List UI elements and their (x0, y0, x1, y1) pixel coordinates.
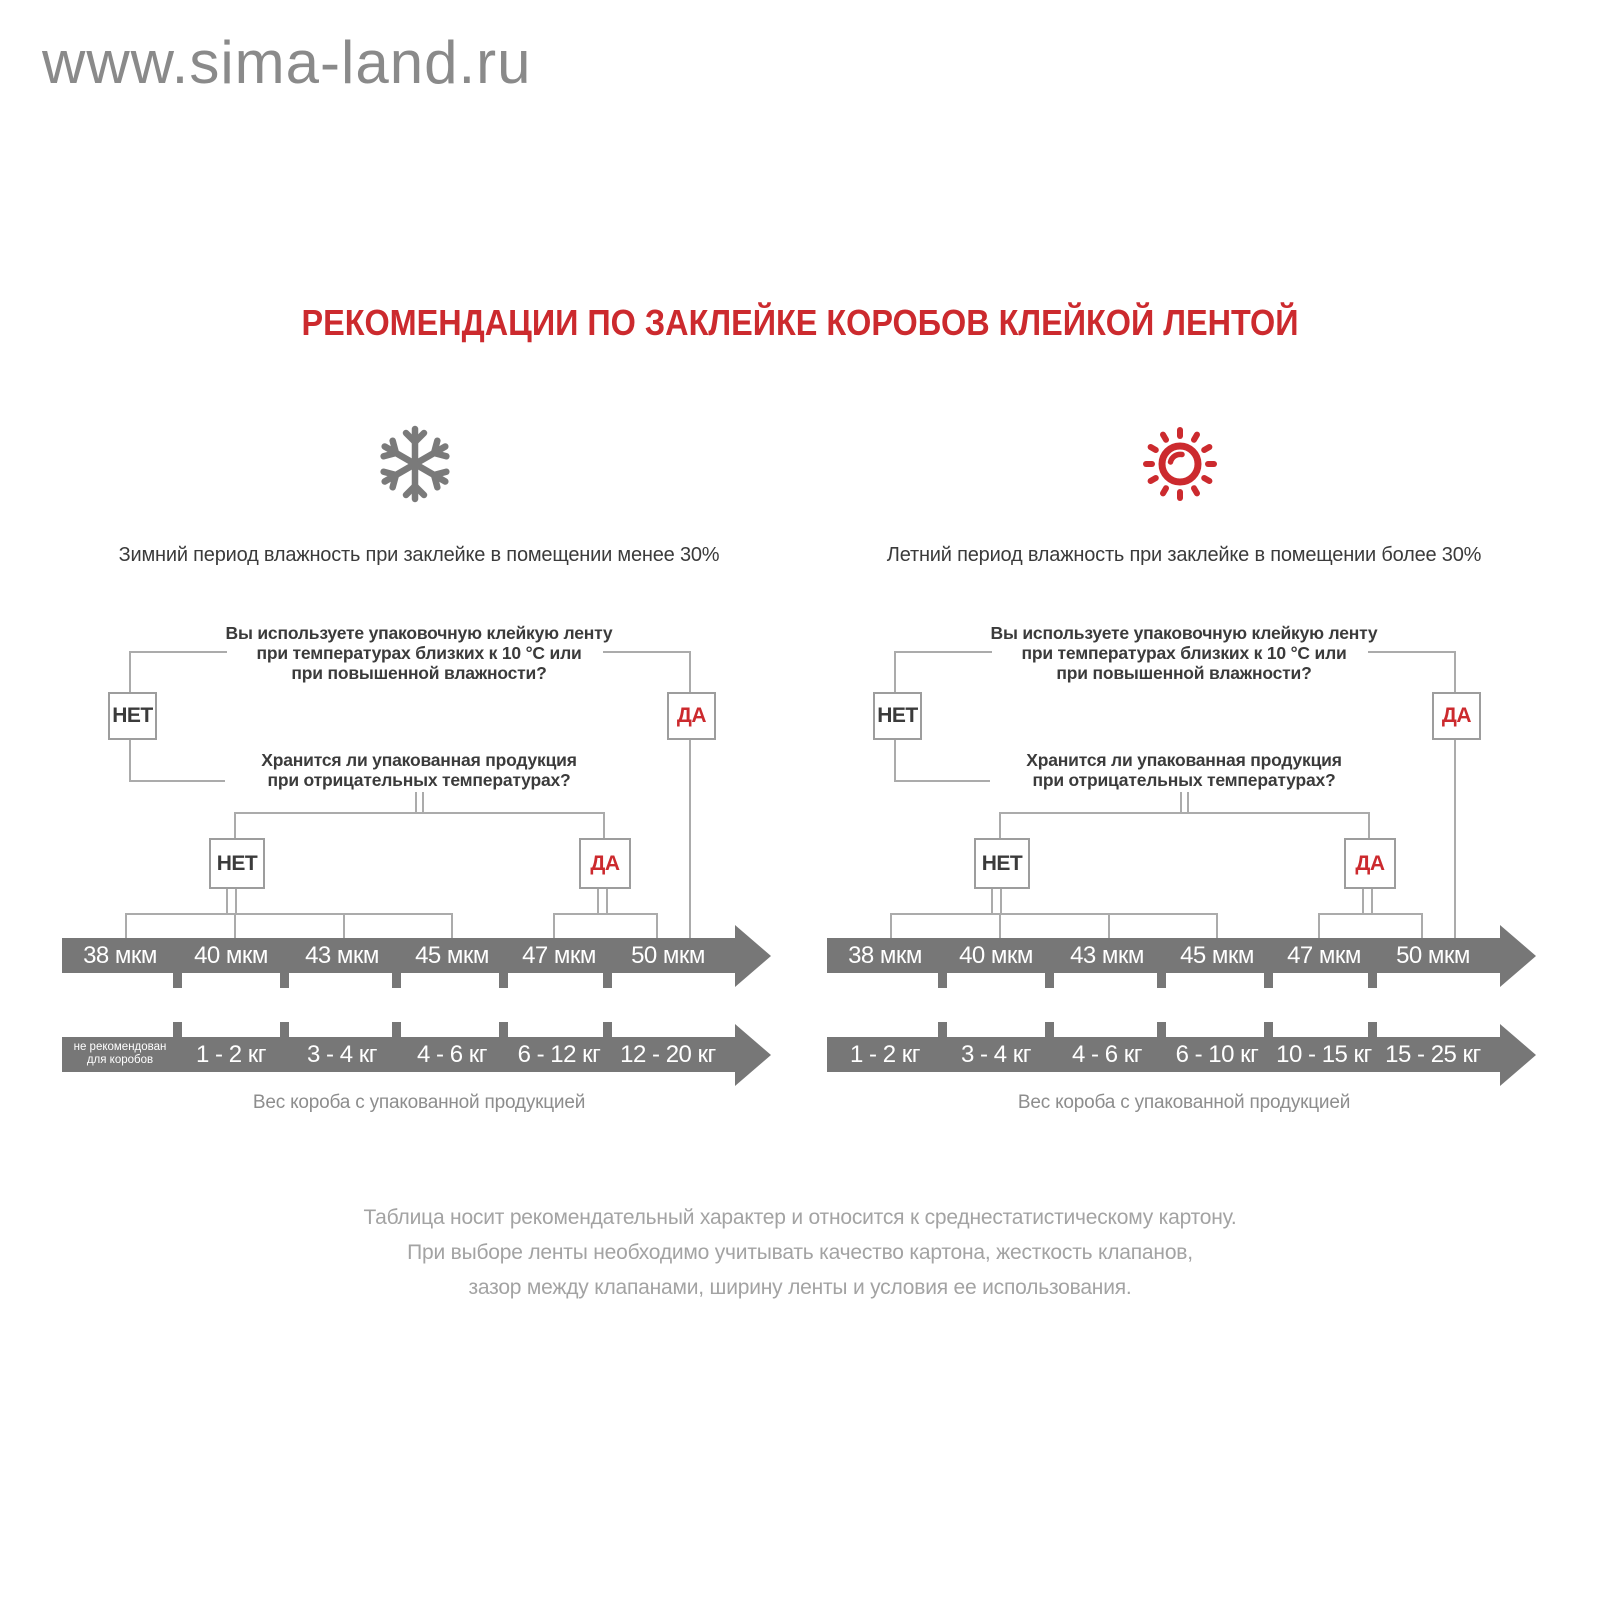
thickness-label: 38 мкм (83, 942, 157, 969)
scale-tick (173, 973, 182, 988)
no-bracket-line (890, 913, 1218, 915)
thickness-label: 45 мкм (415, 942, 489, 969)
scale-tick (280, 973, 289, 988)
question-2-line1: Хранится ли упакованная продукция (1026, 750, 1342, 770)
weight-label: 3 - 4 кг (961, 1041, 1031, 1068)
connector-line (234, 913, 236, 938)
question-2 (62, 750, 776, 790)
connector-line (689, 651, 691, 692)
scale-tick (938, 973, 947, 988)
weight-label: 6 - 10 кг (1175, 1041, 1259, 1068)
scale-tick (392, 973, 401, 988)
footer-line3: зазор между клапанами, ширину ленты и условия ее использования. (468, 1276, 1132, 1299)
scale-tick (1368, 1022, 1377, 1037)
question-1 (62, 623, 776, 683)
connector-line (1368, 651, 1456, 653)
summer-subtitle: Летний период влажность при заклейке в помещении более 30% (886, 544, 1482, 566)
weight-caption: Вес короба с упакованной продукцией (1017, 1092, 1351, 1113)
connector-double-line (597, 885, 608, 913)
scale-tick (499, 973, 508, 988)
connector-double-line (991, 885, 1002, 913)
connector-line (553, 913, 555, 938)
connector-line (129, 651, 131, 692)
question-2-line2: при отрицательных температурах? (267, 770, 571, 790)
connector-line (656, 913, 658, 938)
no-bracket-line (125, 913, 453, 915)
question-1 (827, 623, 1541, 683)
scale-tick (938, 1022, 947, 1037)
connector-line (451, 913, 453, 938)
connector-line (1421, 913, 1423, 938)
weight-note-line2: для коробов (86, 1054, 154, 1066)
thickness-arrow-head (735, 925, 771, 987)
question-2-line1: Хранится ли упакованная продукция (261, 750, 577, 770)
weight-arrow-head (735, 1024, 771, 1086)
connector-line (125, 913, 127, 938)
weight-label: 1 - 2 кг (196, 1041, 266, 1068)
thickness-label: 43 мкм (305, 942, 379, 969)
page-title: РЕКОМЕНДАЦИИ ПО ЗАКЛЕЙКЕ КОРОБОВ КЛЕЙКОЙ ЛЕНТОЙ (301, 302, 1299, 343)
scale-tick (173, 1022, 182, 1037)
thickness-label: 47 мкм (1287, 942, 1361, 969)
snowflake-icon (373, 422, 457, 506)
weight-arrow-head (1500, 1024, 1536, 1086)
yes-bracket-line (553, 913, 658, 915)
thickness-label: 40 мкм (959, 942, 1033, 969)
question-2-line2: при отрицательных температурах? (1032, 770, 1336, 790)
weight-caption: Вес короба с упакованной продукцией (252, 1092, 586, 1113)
scale-tick (1368, 973, 1377, 988)
weight-note-line1: не рекомендован (73, 1041, 167, 1053)
connector-line (894, 651, 896, 692)
scale-tick (499, 1022, 508, 1037)
weight-label: 12 - 20 кг (620, 1041, 716, 1068)
winter-subtitle: Зимний период влажность при заклейке в помещении менее 30% (118, 544, 720, 566)
weight-label: 6 - 12 кг (517, 1041, 601, 1068)
weight-label: 1 - 2 кг (850, 1041, 920, 1068)
no-box-1: НЕТ (108, 692, 157, 740)
footer-disclaimer (0, 1200, 1600, 1305)
question-1-line1: Вы используете упаковочную клейкую ленту (225, 623, 613, 643)
connector-line (603, 812, 605, 838)
scale-tick (1264, 1022, 1273, 1037)
no-box-2: НЕТ (974, 838, 1030, 889)
footer-line1: Таблица носит рекомендательный характер и относится к среднестатистическому картону. (363, 1206, 1237, 1229)
thickness-label: 47 мкм (522, 942, 596, 969)
thickness-arrow-head (1500, 925, 1536, 987)
connector-line (999, 913, 1001, 938)
connector-line (890, 913, 892, 938)
connector-line (343, 913, 345, 938)
yes-box-2: ДА (1344, 838, 1396, 889)
watermark-url: www.sima-land.ru (42, 29, 532, 96)
question-1-line2: при температурах близких к 10 °С или (1021, 643, 1347, 663)
connector-double-line (226, 885, 237, 913)
yes-box-1: ДА (667, 692, 716, 740)
scale-tick (1045, 1022, 1054, 1037)
scale-tick (392, 1022, 401, 1037)
scale-tick (1045, 973, 1054, 988)
yes-box-2: ДА (579, 838, 631, 889)
scale-tick (280, 1022, 289, 1037)
connector-double-line (415, 792, 424, 812)
scale-tick (603, 973, 612, 988)
connector-line (1216, 913, 1218, 938)
yes-bracket-line (1318, 913, 1423, 915)
thickness-label: 50 мкм (1396, 942, 1470, 969)
connector-line (603, 651, 691, 653)
scale-tick (1264, 973, 1273, 988)
question-2 (827, 750, 1541, 790)
no-box-2: НЕТ (209, 838, 265, 889)
yes-box-1: ДА (1432, 692, 1481, 740)
connector-line (1108, 913, 1110, 938)
connector-line (1368, 812, 1370, 838)
weight-label: 3 - 4 кг (307, 1041, 377, 1068)
connector-line (999, 812, 1001, 838)
weight-note (65, 1041, 175, 1067)
scale-tick (603, 1022, 612, 1037)
connector-line (894, 651, 992, 653)
question-1-line3: при повышенной влажности? (291, 663, 547, 683)
no-box-1: НЕТ (873, 692, 922, 740)
summer-chart (827, 400, 1541, 1130)
weight-label: 15 - 25 кг (1385, 1041, 1481, 1068)
connector-double-line (1180, 792, 1189, 812)
thickness-label: 43 мкм (1070, 942, 1144, 969)
question-1-line2: при температурах близких к 10 °С или (256, 643, 582, 663)
scale-tick (1157, 1022, 1166, 1037)
branch-line (999, 812, 1370, 814)
scale-tick (1157, 973, 1166, 988)
weight-label: 4 - 6 кг (417, 1041, 487, 1068)
question-1-line3: при повышенной влажности? (1056, 663, 1312, 683)
connector-double-line (1362, 885, 1373, 913)
footer-line2: При выборе ленты необходимо учитывать качество картона, жесткость клапанов, (407, 1241, 1193, 1264)
connector-line (1318, 913, 1320, 938)
thickness-label: 45 мкм (1180, 942, 1254, 969)
thickness-label: 50 мкм (631, 942, 705, 969)
thickness-label: 38 мкм (848, 942, 922, 969)
question-1-line1: Вы используете упаковочную клейкую ленту (990, 623, 1378, 643)
connector-line (129, 651, 227, 653)
connector-line (234, 812, 236, 838)
thickness-label: 40 мкм (194, 942, 268, 969)
weight-label: 4 - 6 кг (1072, 1041, 1142, 1068)
winter-chart (62, 400, 776, 1130)
connector-line (1454, 651, 1456, 692)
weight-label: 10 - 15 кг (1276, 1041, 1372, 1068)
branch-line (234, 812, 605, 814)
sun-icon (1138, 422, 1222, 506)
